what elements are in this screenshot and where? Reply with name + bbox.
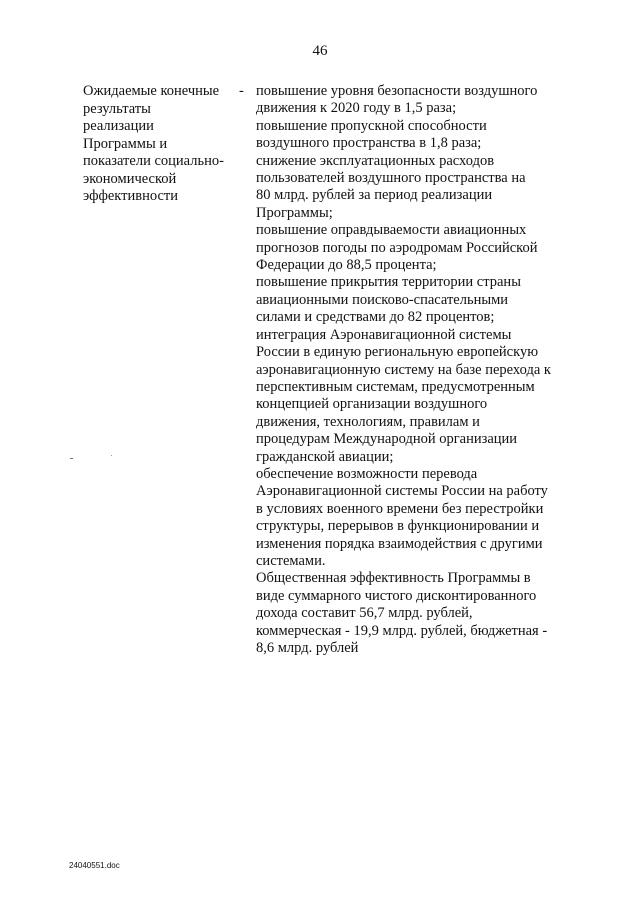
content-line: Аэронавигационной системы России на работу <box>256 483 548 500</box>
content-line: России в единую региональную европейскую <box>256 344 539 361</box>
content-line: 80 млрд. рублей за период реализации <box>256 187 493 204</box>
content-line: в условиях военного времени без перестройки <box>256 500 544 517</box>
label-line: реализации <box>83 118 154 134</box>
content-line: авиационными поисково-спасательными <box>256 291 509 308</box>
content-line: повышение уровня безопасности воздушного <box>256 83 538 99</box>
content-line: изменения порядка взаимодействия с другими <box>256 535 543 552</box>
content-line: воздушного пространства в 1,8 раза; <box>256 135 482 152</box>
content-line: системами. <box>256 552 326 569</box>
scan-speck <box>111 455 112 456</box>
content-line: аэронавигационную систему на базе перехода к <box>256 361 551 378</box>
content-line: перспективным системам, предусмотренным <box>256 378 535 395</box>
content-line: 8,6 млрд. рублей <box>256 640 359 656</box>
content-line: прогнозов погоды по аэродромам Российской <box>256 239 538 256</box>
content-line: Федерации до 88,5 процента; <box>256 257 437 274</box>
content-line: пользователей воздушного пространства на <box>256 170 526 187</box>
label-line: экономической <box>83 170 177 187</box>
content-line: силами и средствами до 82 процентов; <box>256 309 495 326</box>
label-line: Программы и <box>83 135 168 152</box>
content-line: концепцией организации воздушного <box>256 396 488 413</box>
page-number: 46 <box>312 43 328 59</box>
content-line: повышение пропускной способности <box>256 117 487 134</box>
scan-speck <box>70 458 73 459</box>
content-line: дохода составит 56,7 млрд. рублей, <box>256 605 473 622</box>
row-content <box>256 83 576 657</box>
content-line: Программы; <box>256 204 333 221</box>
content-line: повышение оправдываемости авиационных <box>256 222 527 239</box>
label-line: показатели социально- <box>83 153 224 169</box>
label-line: эффективности <box>83 188 178 204</box>
content-line: Общественная эффективность Программы в <box>256 570 531 587</box>
content-line: повышение прикрытия территории страны <box>256 274 521 291</box>
label-line: результаты <box>83 100 151 117</box>
row-label <box>83 83 243 206</box>
content-line: гражданской авиации; <box>256 448 394 465</box>
label-line: Ожидаемые конечные <box>83 83 220 99</box>
footer-filename: 24040551.doc <box>69 861 120 870</box>
content-line: движения к 2020 году в 1,5 раза; <box>256 100 457 117</box>
content-line: коммерческая - 19,9 млрд. рублей, бюджетная - <box>256 622 548 639</box>
content-line: процедурам Международной организации <box>256 431 518 448</box>
content-line: виде суммарного чистого дисконтированного <box>256 587 537 604</box>
content-line: движения, технологиям, правилам и <box>256 413 480 430</box>
content-line: интеграция Аэронавигационной системы <box>256 326 512 343</box>
separator-dash: - <box>239 83 244 99</box>
content-line: структуры, перерывов в функционировании и <box>256 518 540 535</box>
content-line: снижение эксплуатационных расходов <box>256 152 495 169</box>
content-line: обеспечение возможности перевода <box>256 465 478 482</box>
